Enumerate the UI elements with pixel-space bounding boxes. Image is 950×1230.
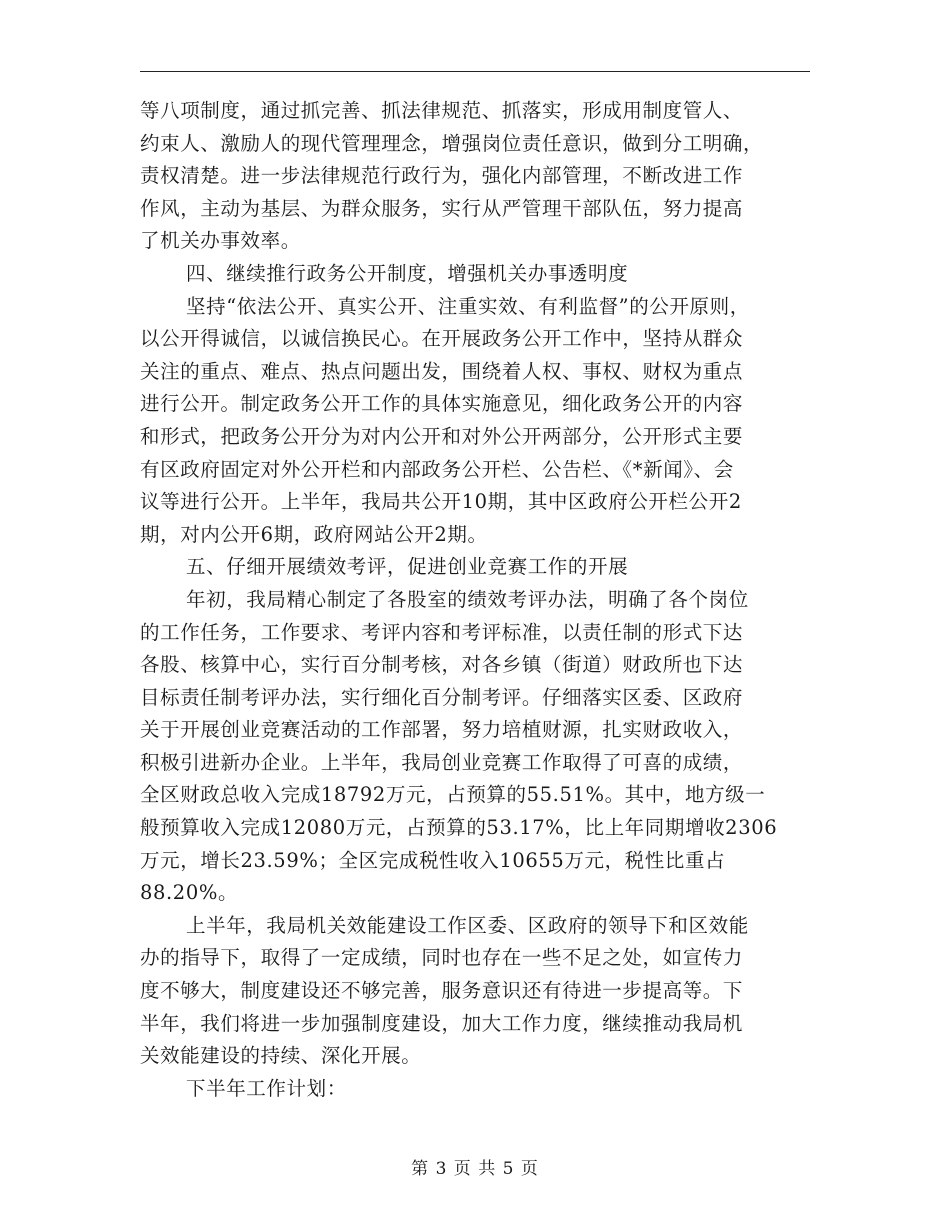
text-line: 下半年工作计划： [186,1076,347,1100]
text-line: 的工作任务，工作要求、考评内容和考评标准，以责任制的形式下达 [140,620,744,644]
text-line: 关效能建设的持续、深化开展。 [140,1044,422,1068]
text-line: 度不够大，制度建设还不够完善，服务意识还有待进一步提高等。下 [140,979,744,1003]
text-line: 积极引进新办企业。上半年，我局创业竞赛工作取得了可喜的成绩， [140,750,744,774]
text-line: 各股、核算中心，实行百分制考核，对各乡镇（街道）财政所也下达 [140,653,744,677]
text-line: 作风，主动为基层、为群众服务，实行从严管理干部队伍，努力提高 [140,196,744,220]
text-line: 有区政府固定对外公开栏和内部政务公开栏、公告栏、《*新闻》、会 [140,457,734,481]
header-rule [140,71,810,72]
text-line: 期，对内公开6期，政府网站公开2期。 [140,522,488,546]
text-line: 88.20%。 [140,881,239,905]
text-line: 议等进行公开。上半年，我局共公开10期，其中区政府公开栏公开2 [140,490,742,514]
text-line: 和形式，把政务公开分为对内公开和对外公开两部分，公开形式主要 [140,424,744,448]
text-line: 进行公开。制定政务公开工作的具体实施意见，细化政务公开的内容 [140,392,744,416]
text-line: 办的指导下，取得了一定成绩，同时也存在一些不足之处，如宣传力 [140,946,744,970]
text-line: 关于开展创业竞赛活动的工作部署，努力培植财源，扎实财政收入， [140,718,744,742]
text-line: 以公开得诚信，以诚信换民心。在开展政务公开工作中，坚持从群众 [140,327,744,351]
document-body [140,95,810,1105]
section-heading: 四、继续推行政务公开制度，增强机关办事透明度 [186,261,629,285]
text-line: 全区财政总收入完成18792万元，占预算的55.51%。其中，地方级一 [140,783,766,807]
text-line: 等八项制度，通过抓完善、抓法律规范、抓落实，形成用制度管人、 [140,99,744,122]
text-line: 半年，我们将进一步加强制度建设，加大工作力度，继续推动我局机 [140,1011,744,1035]
text-line: 了机关办事效率。 [140,229,301,253]
text-line: 年初，我局精心制定了各股室的绩效考评办法，明确了各个岗位 [186,587,749,611]
text-line: 坚持“依法公开、真实公开、注重实效、有利监督”的公开原则， [186,294,750,318]
text-line: 目标责任制考评办法，实行细化百分制考评。仔细落实区委、区政府 [140,685,744,709]
text-line: 责权清楚。进一步法律规范行政行为，强化内部管理，不断改进工作 [140,164,744,188]
section-heading: 五、仔细开展绩效考评，促进创业竞赛工作的开展 [186,555,629,579]
page-footer: 第 3 页 共 5 页 [411,1159,539,1179]
text-line: 约束人、激励人的现代管理理念，增强岗位责任意识，做到分工明确， [140,131,764,155]
text-line: 上半年，我局机关效能建设工作区委、区政府的领导下和区效能 [186,913,749,937]
text-line: 般预算收入完成12080万元，占预算的53.17%，比上年同期增收2306 [140,816,778,840]
text-line: 万元，增长23.59%；全区完成税性收入10655万元，税性比重占 [140,848,726,872]
text-line: 关注的重点、难点、热点问题出发，围绕着人权、事权、财权为重点 [140,359,744,383]
